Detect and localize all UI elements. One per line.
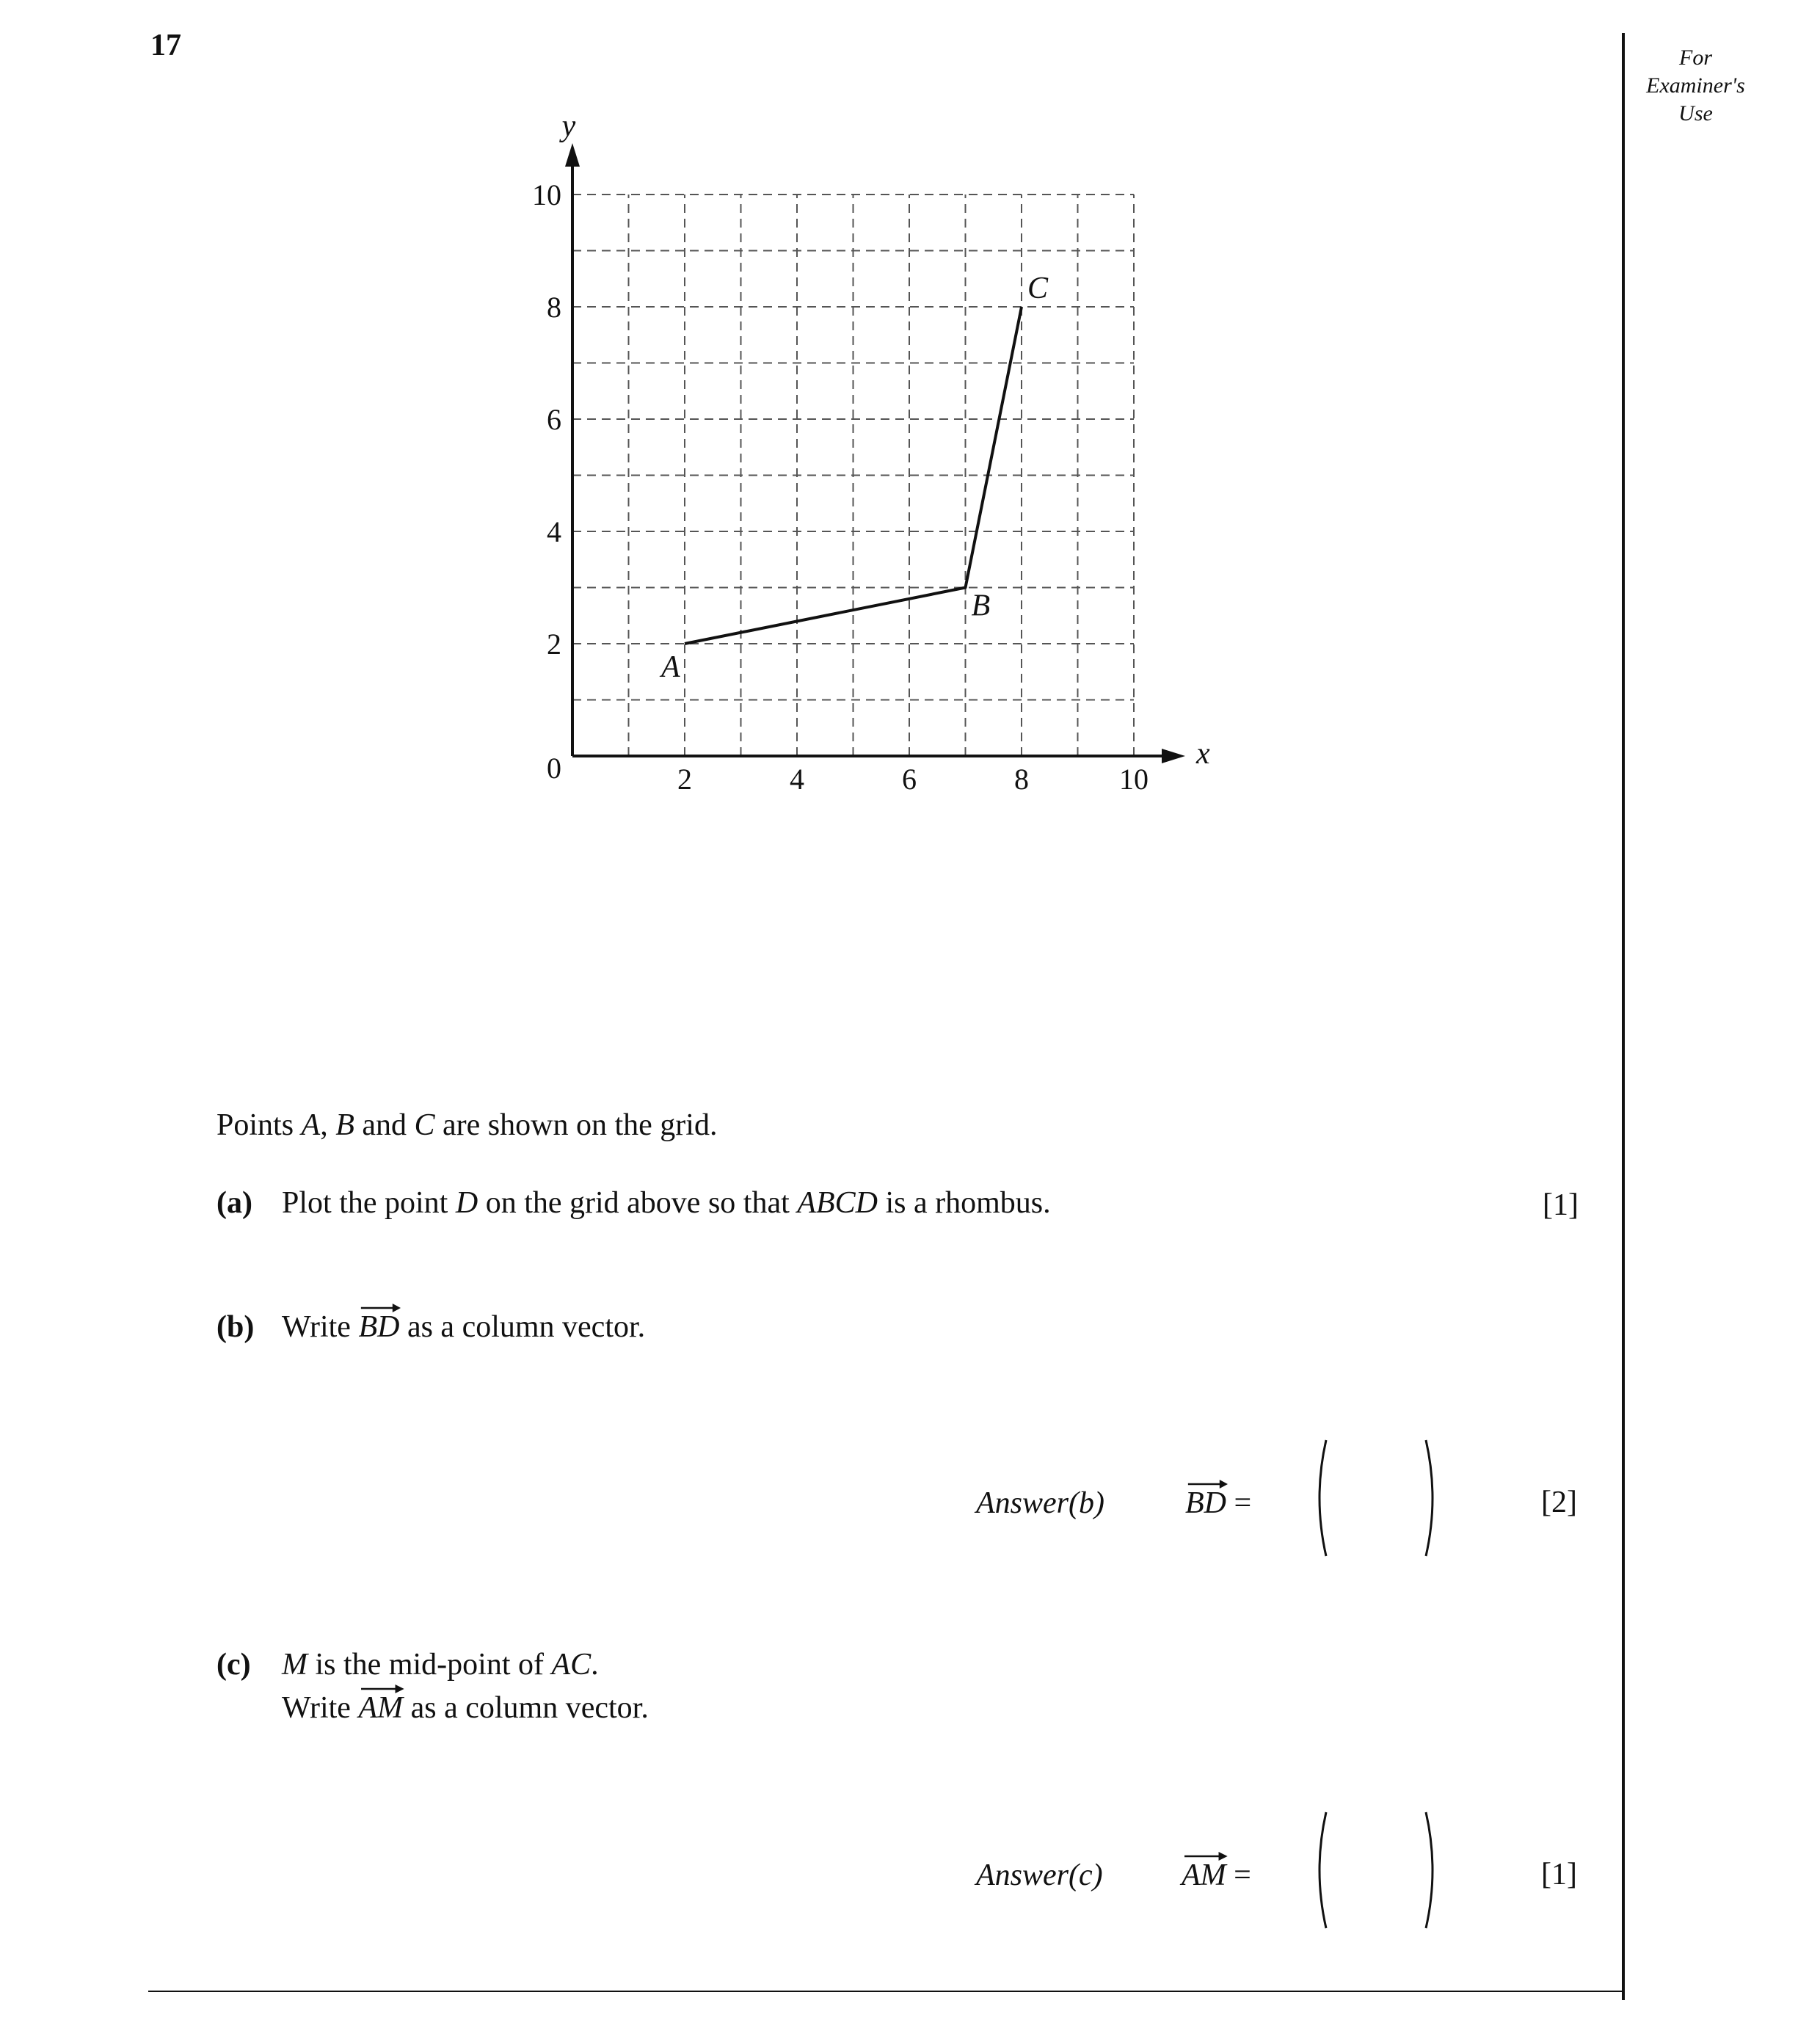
part-c-line-1: M is the mid-point of AC. xyxy=(282,1648,599,1682)
bottom-rule xyxy=(148,1991,1623,1992)
point-label-a: A xyxy=(661,650,680,684)
part-a-label: (a) xyxy=(216,1186,252,1220)
x-tick-label: 10 xyxy=(1119,763,1149,796)
point-label-b: B xyxy=(971,589,991,623)
part-a-text: Plot the point D on the grid above so that ABCD is a rhombus. xyxy=(282,1186,1051,1220)
coordinate-grid[interactable] xyxy=(0,0,1820,844)
y-tick-label: 10 xyxy=(532,178,561,211)
intro-text: Points A, B and C are shown on the grid. xyxy=(216,1108,718,1142)
answer-c-label: Answer(c) xyxy=(976,1858,1103,1892)
x-tick-label: 8 xyxy=(1014,763,1029,796)
part-a-marks: [1] xyxy=(1543,1188,1579,1222)
part-c-label: (c) xyxy=(216,1648,251,1682)
vector-bd: BD xyxy=(358,1309,399,1345)
part-b-marks: [2] xyxy=(1541,1486,1577,1519)
y-tick-label: 8 xyxy=(547,291,561,324)
part-b-label: (b) xyxy=(216,1310,255,1344)
grid-lines xyxy=(572,195,1134,756)
y-axis-arrow xyxy=(565,143,580,167)
examiner-label-line-3: Use xyxy=(1678,101,1713,126)
y-tick-label: 2 xyxy=(547,628,561,661)
answer-b-label: Answer(b) xyxy=(976,1486,1104,1520)
examiner-label-line-2: Examiner's xyxy=(1646,73,1745,98)
axes xyxy=(565,143,1185,763)
x-tick-label: 2 xyxy=(677,763,692,796)
answer-b-column-vector-input[interactable] xyxy=(1310,1437,1442,1559)
x-axis-arrow xyxy=(1162,749,1185,763)
part-b-text: Write BD as a column vector. xyxy=(282,1309,645,1345)
vector-am: AM xyxy=(358,1690,403,1726)
tick-labels xyxy=(532,109,1210,796)
y-tick-label: 4 xyxy=(547,515,561,548)
origin-label: 0 xyxy=(547,752,561,785)
answer-b-vector: BD = xyxy=(1185,1485,1251,1522)
x-tick-label: 6 xyxy=(902,763,917,796)
point-label-c: C xyxy=(1027,272,1049,305)
y-axis-label: y xyxy=(561,109,576,143)
question-number: 17 xyxy=(150,29,181,62)
answer-c-column-vector-input[interactable] xyxy=(1310,1809,1442,1931)
x-tick-label: 4 xyxy=(790,763,804,796)
answer-c-vector: AM = xyxy=(1182,1857,1251,1894)
x-axis-label: x xyxy=(1196,737,1210,771)
part-c-line-2: Write AM as a column vector. xyxy=(282,1690,649,1726)
part-c-marks: [1] xyxy=(1541,1858,1577,1891)
y-tick-label: 6 xyxy=(547,403,561,436)
examiner-label-line-1: For xyxy=(1679,46,1712,70)
